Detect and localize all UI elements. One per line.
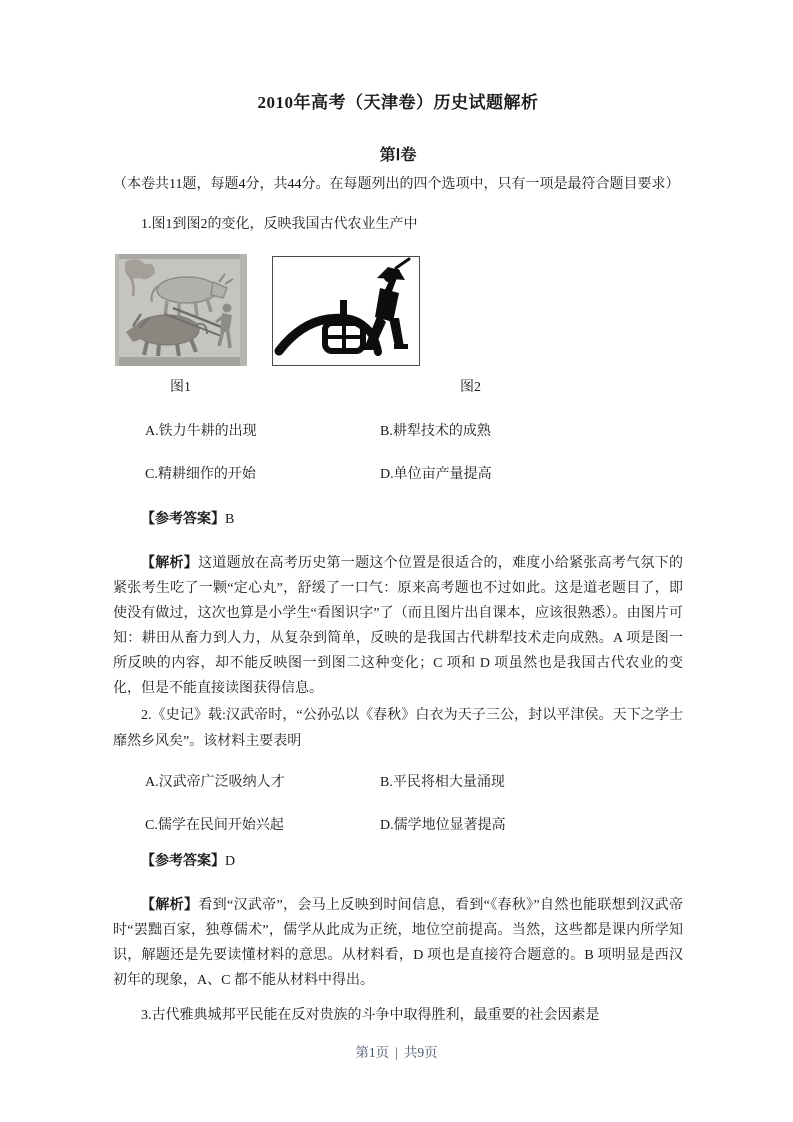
q2-answer-label: 【参考答案】 <box>141 854 225 869</box>
q2-option-b: B.平民将相大量涌现 <box>380 775 505 790</box>
q1-answer-label: 【参考答案】 <box>141 512 225 527</box>
figure2-caption: 图2 <box>460 380 481 395</box>
q2-option-c: C.儒学在民间开始兴起 <box>145 818 284 833</box>
q1-option-a: A.铁力牛耕的出现 <box>145 424 257 439</box>
figure-captions <box>113 376 683 394</box>
section-heading: 第Ⅰ卷 <box>379 147 417 164</box>
page-footer <box>0 1041 793 1061</box>
q1-option-b: B.耕犁技术的成熟 <box>380 424 491 439</box>
question-1-text: 1.图1到图2的变化，反映我国古代农业生产中 <box>141 217 418 232</box>
q2-analysis-text: 看到“汉武帝”，会马上反映到时间信息，看到“《春秋》”自然也能联想到汉武帝时“罢黜百家，独尊儒术”，儒学从此成为正统，地位空前提高。当然，这些都是课内所学知识，解题还是先要读懂材料的意思。从材料看，D 项也是直接符合题意的。B 项明显是西汉初年的现象，A、C 都不能从材料中得出。 <box>113 898 684 988</box>
q1-answer-value: B <box>225 512 235 527</box>
footer-separator: | <box>395 1045 398 1060</box>
figure1-caption: 图1 <box>170 380 191 395</box>
document-title: 2010年高考（天津卷）历史试题解析 <box>257 93 539 112</box>
question-1-analysis <box>113 551 683 701</box>
question-1-answer <box>113 511 683 529</box>
q1-analysis-label: 【解析】 <box>141 556 199 571</box>
question-1-options <box>113 422 683 484</box>
figure2-farmer-plow-silhouette-image <box>272 256 420 366</box>
q2-option-d: D.儒学地位显著提高 <box>380 818 506 833</box>
q1-option-d: D.单位亩产量提高 <box>380 467 492 482</box>
figure-row <box>113 254 683 366</box>
question-2-text: 2.《史记》载:汉武帝时，“公孙弘以《春秋》白衣为天子三公，封以平津侯。天下之学士靡然乡风矣”。该材料主要表明 <box>113 708 683 749</box>
question-2-answer <box>113 853 683 871</box>
q2-option-a: A.汉武帝广泛吸纳人才 <box>145 775 285 790</box>
question-2-options <box>113 773 683 835</box>
q2-analysis-label: 【解析】 <box>141 898 199 913</box>
q1-option-c: C.精耕细作的开始 <box>145 467 256 482</box>
footer-page-number: 第1页 <box>355 1045 390 1060</box>
q2-answer-value: D <box>225 854 236 869</box>
exam-instructions: （本卷共11题，每题4分，共44分。在每题列出的四个选项中，只有一项是最符合题目要求） <box>113 177 680 192</box>
footer-total-pages: 共9页 <box>403 1045 438 1060</box>
question-3-text: 3.古代雅典城邦平民能在反对贵族的斗争中取得胜利，最重要的社会因素是 <box>141 1008 600 1023</box>
figure1-ox-plowing-relief-image <box>115 254 247 366</box>
question-2-analysis <box>113 893 683 993</box>
q1-analysis-text: 这道题放在高考历史第一题这个位置是很适合的，难度小给紧张高考气氛下的紧张考生吃了一颗“定心丸”，舒缓了一口气：原来高考题也不过如此。这是道老题目了，即使没有做过，这次也算是小学生“看图识字”了（而且图片出自课本，应该很熟悉）。由图片可知：耕田从畜力到人力，从复杂到简单，反映的是我国古代耕犁技术走向成熟。A 项是图一所反映的内容，却不能反映图一到图二这种变化；C 项和 D 项虽然也是我国古代农业的变化，但是不能直接读图获得信息。 <box>113 556 684 696</box>
